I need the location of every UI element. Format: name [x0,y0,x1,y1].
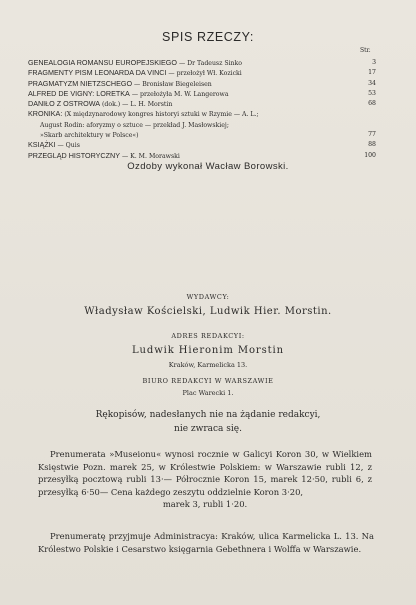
toc-entry-title: ALFRED DE VIGNY: LORETKA [28,88,130,98]
manuscripts-notice [0,408,416,436]
toc-entry-title: DANIŁO Z OSTROWA [28,99,101,109]
toc-entry-title: KRONIKA: [28,109,63,119]
toc-entry-author: — K. M. Morawski [120,152,180,160]
publishers-label: WYDAWCY: [186,293,230,301]
toc-entry-page: 77 [368,131,376,139]
toc-entry [28,140,376,150]
toc-entry-continuation [28,120,376,130]
illustrations-credit: Ozdoby wykonał Wacław Borowski. [127,161,289,172]
toc-entry-author: (dok.) — L. H. Morstin [100,101,173,109]
toc-entry [28,99,376,109]
toc-entry-title: PRZEGLĄD HISTORYCZNY [28,150,120,160]
publishers-names: Władysław Kościelski, Ludwik Hier. Morstin. [84,306,332,317]
toc-entry-author: »Skarb architektury w Polsce«) [40,132,139,140]
warsaw-office-address: Plac Warecki 1. [182,389,234,397]
administration-text: Prenumeratę przyjmuje Administracya: Kraków, ulica Karmelicka L. 13. Na Królestwo Polskie i Cesarstwo księgarnia Gebethnera i Wolffa w Warszawie. [38,531,374,554]
toc-entry [28,79,376,89]
toc-entry-author: — przełożyła M. W. Langerowa [129,90,229,98]
editorial-address: Kraków, Karmelicka 13. [168,361,248,369]
toc-entry-page: 100 [364,151,376,159]
editor-name: Ludwik Hieronim Morstin [132,345,284,356]
toc-entry [28,58,376,68]
toc-entry-page: 53 [368,89,376,97]
toc-entry-page: 88 [368,141,376,149]
subscription-paragraph [38,448,372,511]
toc-entry-page: 17 [368,69,376,77]
manuscripts-notice-line: nie zwraca się. [174,424,242,434]
toc-entry-author: — Dr Tadeusz Sinko [176,60,243,67]
toc-entry [28,89,376,99]
page-column-label: Str. [360,47,371,54]
administration-paragraph [38,530,374,555]
editorial-address-label: ADRES REDAKCYI: [171,332,245,340]
toc-entry-title: PRAGMATYZM NIETZSCHEGO [28,78,133,88]
toc-entry [28,68,376,78]
warsaw-office-label: BIURO REDAKCYI W WARSZAWIE [142,377,274,385]
toc-entry [28,109,376,119]
toc-entry-title: GENEALOGIA ROMANSU EUROPEJSKIEGO [28,58,177,67]
toc-entry-author: — Bronisław Biegeleisen [132,80,212,88]
page-title: SPIS RZECZY: [162,30,254,44]
toc-entry-page: 3 [372,59,376,66]
subscription-text-end: marek 3, rubli 1·20. [162,499,248,510]
manuscripts-notice-line: Rękopisów, nadesłanych nie na żądanie redakcyi, [95,410,321,420]
toc-entry [28,151,376,161]
table-of-contents [28,58,376,161]
toc-entry-author: — przełożył Wł. Kozicki [166,70,242,78]
subscription-text: Prenumerata »Museionu« wynosi rocznie w Galicyi Koron 30, w Wielkiem Księstwie Pozn. marek 25, w Królestwie Polskiem: w Warszawie rubli 12, z przesyłką pocztową rubli 13·— Półrocznie Koron 15, marek 12·50, rubli 6, z przesyłką 6·50— Cena każdego zeszytu oddzielnie Koron 3·20, [38,449,372,497]
toc-entry-continuation [28,130,376,140]
toc-entry-author: (X międzynarodowy kongres historyi sztuki w Rzymie — A. L.; [62,111,259,119]
toc-entry-author: August Rodin: aforyzmy o sztuce — przekład J. Masłowskiej; [40,121,229,129]
toc-entry-title: FRAGMENTY PISM LEONARDA DA VINCI [28,68,167,78]
toc-entry-page: 34 [368,79,376,87]
toc-entry-author: — Quis [55,142,80,150]
toc-entry-title: KSIĄŻKI [28,140,56,150]
toc-entry-page: 68 [368,100,376,108]
